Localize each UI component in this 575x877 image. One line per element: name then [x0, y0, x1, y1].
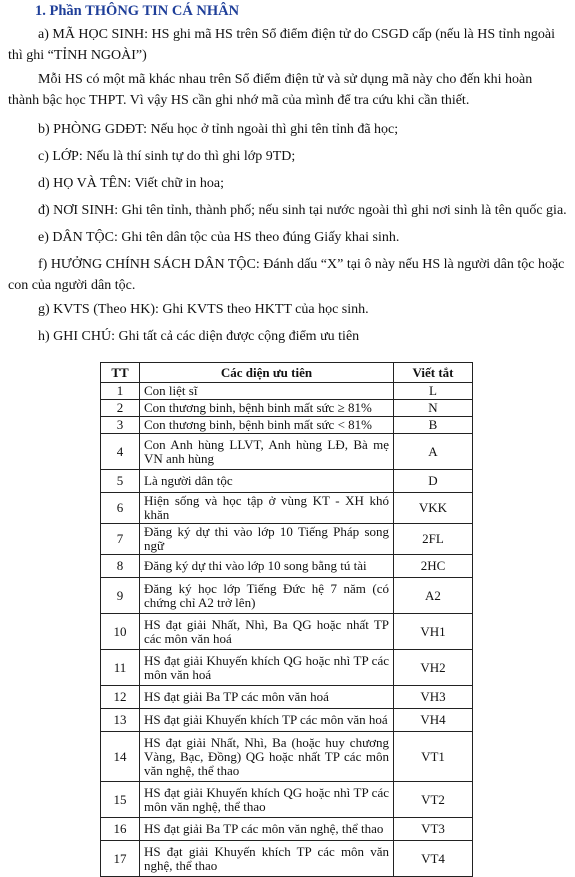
row-category: HS đạt giải Ba TP các môn văn hoá — [140, 686, 394, 709]
row-category: Con thương binh, bệnh binh mất sức ≥ 81% — [140, 400, 394, 417]
table-row — [101, 732, 473, 782]
row-number: 6 — [101, 493, 140, 524]
table-row — [101, 470, 473, 493]
row-category: Đăng ký dự thi vào lớp 10 Tiếng Pháp song ngữ — [140, 524, 394, 555]
priority-table — [100, 362, 473, 877]
paragraph-b-district: b) PHÒNG GDĐT: Nếu học ở tỉnh ngoài thì ghi tên tỉnh đã học; — [38, 122, 399, 137]
row-number: 2 — [101, 400, 140, 417]
paragraph-e-ethnicity: e) DÂN TỘC: Ghi tên dân tộc của HS theo đúng Giấy khai sinh. — [38, 230, 400, 245]
row-abbreviation: D — [394, 470, 473, 493]
row-abbreviation: A — [394, 434, 473, 470]
row-number: 7 — [101, 524, 140, 555]
paragraph-h-notes: h) GHI CHÚ: Ghi tất cả các diện được cộng điểm ưu tiên — [38, 329, 360, 344]
row-number: 16 — [101, 818, 140, 841]
table-row — [101, 818, 473, 841]
row-abbreviation: VT3 — [394, 818, 473, 841]
table-row — [101, 841, 473, 877]
row-number: 15 — [101, 782, 140, 818]
row-category: Con thương binh, bệnh binh mất sức < 81% — [140, 417, 394, 434]
row-abbreviation: VH3 — [394, 686, 473, 709]
row-abbreviation: VKK — [394, 493, 473, 524]
table-row — [101, 434, 473, 470]
row-category: Con Anh hùng LLVT, Anh hùng LĐ, Bà mẹ VN anh hùng — [140, 434, 394, 470]
table-row — [101, 614, 473, 650]
header-priority-category: Các diện ưu tiên — [140, 363, 394, 383]
row-category: HS đạt giải Nhất, Nhì, Ba QG hoặc nhất TP các môn văn hoá — [140, 614, 394, 650]
row-abbreviation: VT1 — [394, 732, 473, 782]
table-row — [101, 782, 473, 818]
paragraph-a-student-code: a) MÃ HỌC SINH: HS ghi mã HS trên Sổ điểm điện tử do CSGD cấp (nếu là HS tỉnh ngoài thì ghi “TỈNH NGOÀI”) — [8, 27, 555, 63]
row-number: 5 — [101, 470, 140, 493]
table-row — [101, 555, 473, 578]
row-number: 17 — [101, 841, 140, 877]
row-category: HS đạt giải Nhất, Nhì, Ba (hoặc huy chương Vàng, Bạc, Đồng) QG hoặc nhất TP các môn văn nghệ, thể thao — [140, 732, 394, 782]
row-abbreviation: N — [394, 400, 473, 417]
row-abbreviation: 2HC — [394, 555, 473, 578]
row-abbreviation: L — [394, 383, 473, 400]
table-row — [101, 383, 473, 400]
row-category: Là người dân tộc — [140, 470, 394, 493]
header-tt: TT — [101, 363, 140, 383]
header-abbreviation: Viết tắt — [394, 363, 473, 383]
row-number: 14 — [101, 732, 140, 782]
row-abbreviation: VH4 — [394, 709, 473, 732]
row-number: 12 — [101, 686, 140, 709]
row-number: 13 — [101, 709, 140, 732]
row-abbreviation: VH2 — [394, 650, 473, 686]
paragraph-g-region: g) KVTS (Theo HK): Ghi KVTS theo HKTT của học sinh. — [38, 302, 369, 317]
row-abbreviation: A2 — [394, 578, 473, 614]
row-category: Hiện sống và học tập ở vùng KT - XH khó khăn — [140, 493, 394, 524]
table-row — [101, 524, 473, 555]
table-row — [101, 417, 473, 434]
table-row — [101, 400, 473, 417]
paragraph-f-ethnic-policy: f) HƯỞNG CHÍNH SÁCH DÂN TỘC: Đánh dấu “X” tại ô này nếu HS là người dân tộc hoặc con của người dân tộc. — [8, 257, 565, 293]
table-row — [101, 686, 473, 709]
row-number: 9 — [101, 578, 140, 614]
row-abbreviation: VT4 — [394, 841, 473, 877]
row-number: 1 — [101, 383, 140, 400]
paragraph-d-fullname: d) HỌ VÀ TÊN: Viết chữ in hoa; — [38, 176, 225, 191]
table-row — [101, 709, 473, 732]
row-category: HS đạt giải Ba TP các môn văn nghệ, thể thao — [140, 818, 394, 841]
table-row — [101, 650, 473, 686]
row-abbreviation: B — [394, 417, 473, 434]
section-heading: 1. Phần THÔNG TIN CÁ NHÂN — [35, 3, 240, 19]
paragraph-dd-birthplace: đ) NƠI SINH: Ghi tên tỉnh, thành phố; nếu sinh tại nước ngoài thì ghi nơi sinh là tên quốc gia. — [38, 203, 567, 218]
paragraph-a-note: Mỗi HS có một mã khác nhau trên Sổ điểm điện tử và sử dụng mã này cho đến khi hoàn thành bậc học THPT. Vì vậy HS cần ghi nhớ mã của mình để tra cứu khi cần thiết. — [8, 72, 533, 108]
row-number: 3 — [101, 417, 140, 434]
row-category: HS đạt giải Khuyến khích QG hoặc nhì TP các môn văn hoá — [140, 650, 394, 686]
row-number: 4 — [101, 434, 140, 470]
row-number: 11 — [101, 650, 140, 686]
row-category: Đăng ký dự thi vào lớp 10 song bằng tú tài — [140, 555, 394, 578]
row-abbreviation: 2FL — [394, 524, 473, 555]
row-abbreviation: VT2 — [394, 782, 473, 818]
table-row — [101, 578, 473, 614]
table-row — [101, 493, 473, 524]
row-number: 8 — [101, 555, 140, 578]
paragraph-c-class: c) LỚP: Nếu là thí sinh tự do thì ghi lớp 9TD; — [38, 149, 296, 164]
row-category: Đăng ký học lớp Tiếng Đức hệ 7 năm (có chứng chỉ A2 trở lên) — [140, 578, 394, 614]
table-header-row — [101, 363, 473, 383]
row-category: Con liệt sĩ — [140, 383, 394, 400]
row-category: HS đạt giải Khuyến khích QG hoặc nhì TP các môn văn nghệ, thể thao — [140, 782, 394, 818]
row-category: HS đạt giải Khuyến khích TP các môn văn hoá — [140, 709, 394, 732]
row-number: 10 — [101, 614, 140, 650]
row-category: HS đạt giải Khuyến khích TP các môn văn nghệ, thể thao — [140, 841, 394, 877]
row-abbreviation: VH1 — [394, 614, 473, 650]
